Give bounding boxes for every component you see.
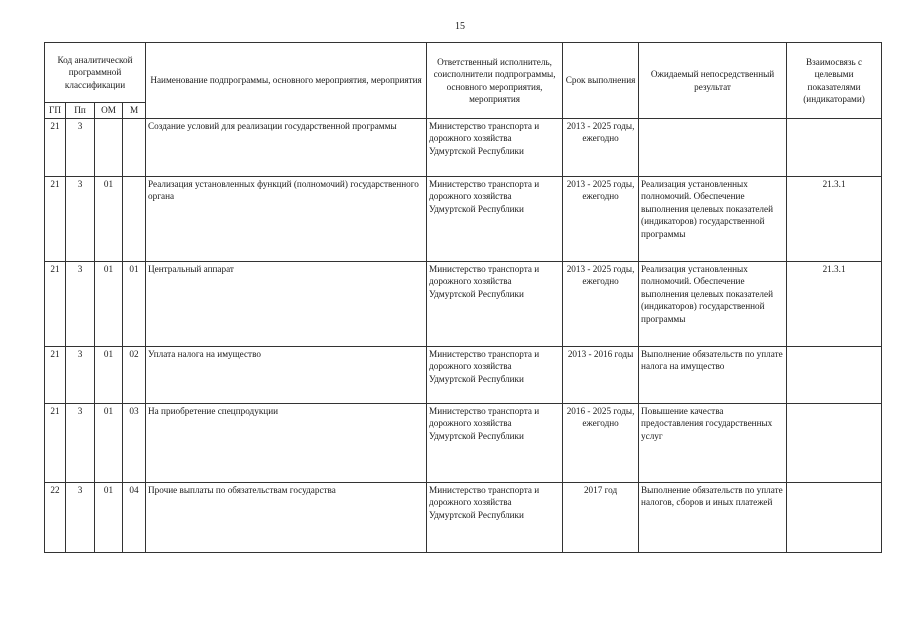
table-row bbox=[45, 177, 882, 262]
table-row bbox=[45, 483, 882, 553]
cell-om: 01 bbox=[95, 347, 123, 404]
cell-pp: 3 bbox=[66, 119, 95, 177]
cell-gp: 21 bbox=[45, 404, 66, 483]
cell-pp: 3 bbox=[66, 347, 95, 404]
cell-m: 01 bbox=[123, 262, 146, 347]
cell-term: 2013 - 2025 годы, ежегодно bbox=[563, 262, 639, 347]
cell-name: Уплата налога на имущество bbox=[146, 347, 427, 404]
cell-link bbox=[787, 404, 882, 483]
cell-responsible: Министерство транспорта и дорожного хозяйства Удмуртской Республики bbox=[427, 119, 563, 177]
cell-pp: 3 bbox=[66, 177, 95, 262]
header-name: Наименование подпрограммы, основного мероприятия, мероприятия bbox=[146, 43, 427, 119]
cell-pp: 3 bbox=[66, 404, 95, 483]
cell-name: Прочие выплаты по обязательствам государства bbox=[146, 483, 427, 553]
header-responsible: Ответственный исполнитель, соисполнители подпрограммы, основного мероприятия, мероприятия bbox=[427, 43, 563, 119]
cell-name: Центральный аппарат bbox=[146, 262, 427, 347]
cell-gp: 21 bbox=[45, 262, 66, 347]
header-m: М bbox=[123, 103, 146, 119]
program-table bbox=[44, 42, 882, 553]
cell-m: 02 bbox=[123, 347, 146, 404]
cell-gp: 22 bbox=[45, 483, 66, 553]
cell-responsible: Министерство транспорта и дорожного хозяйства Удмуртской Республики bbox=[427, 262, 563, 347]
cell-responsible: Министерство транспорта и дорожного хозяйства Удмуртской Республики bbox=[427, 177, 563, 262]
cell-term: 2013 - 2025 годы, ежегодно bbox=[563, 119, 639, 177]
cell-link: 21.3.1 bbox=[787, 262, 882, 347]
table-row bbox=[45, 119, 882, 177]
cell-responsible: Министерство транспорта и дорожного хозяйства Удмуртской Республики bbox=[427, 483, 563, 553]
cell-om: 01 bbox=[95, 404, 123, 483]
cell-result: Реализация установленных полномочий. Обеспечение выполнения целевых показателей (индикаторов) государственной программы bbox=[639, 177, 787, 262]
cell-link bbox=[787, 347, 882, 404]
cell-result bbox=[639, 119, 787, 177]
cell-name: На приобретение спецпродукции bbox=[146, 404, 427, 483]
cell-om: 01 bbox=[95, 262, 123, 347]
table-row bbox=[45, 404, 882, 483]
page-number: 15 bbox=[455, 21, 465, 32]
cell-link: 21.3.1 bbox=[787, 177, 882, 262]
header-code-group: Код аналитической программной классификации bbox=[45, 43, 146, 103]
cell-gp: 21 bbox=[45, 177, 66, 262]
cell-pp: 3 bbox=[66, 262, 95, 347]
cell-result: Реализация установленных полномочий. Обеспечение выполнения целевых показателей (индикаторов) государственной программы bbox=[639, 262, 787, 347]
cell-m: 04 bbox=[123, 483, 146, 553]
cell-pp: 3 bbox=[66, 483, 95, 553]
cell-om bbox=[95, 119, 123, 177]
header-term: Срок выполнения bbox=[563, 43, 639, 119]
cell-term: 2013 - 2025 годы, ежегодно bbox=[563, 177, 639, 262]
header-row bbox=[45, 43, 882, 103]
cell-responsible: Министерство транспорта и дорожного хозяйства Удмуртской Республики bbox=[427, 404, 563, 483]
cell-result: Повышение качества предоставления государственных услуг bbox=[639, 404, 787, 483]
header-om: ОМ bbox=[95, 103, 123, 119]
header-pp: Пп bbox=[66, 103, 95, 119]
cell-name: Создание условий для реализации государственной программы bbox=[146, 119, 427, 177]
cell-gp: 21 bbox=[45, 347, 66, 404]
cell-om: 01 bbox=[95, 177, 123, 262]
cell-m bbox=[123, 119, 146, 177]
cell-om: 01 bbox=[95, 483, 123, 553]
cell-term: 2017 год bbox=[563, 483, 639, 553]
table-row bbox=[45, 262, 882, 347]
cell-responsible: Министерство транспорта и дорожного хозяйства Удмуртской Республики bbox=[427, 347, 563, 404]
cell-gp: 21 bbox=[45, 119, 66, 177]
header-link: Взаимосвязь с целевыми показателями (индикаторами) bbox=[787, 43, 882, 119]
cell-term: 2013 - 2016 годы bbox=[563, 347, 639, 404]
cell-result: Выполнение обязательств по уплате налога на имущество bbox=[639, 347, 787, 404]
header-result: Ожидаемый непосредственный результат bbox=[639, 43, 787, 119]
header-gp: ГП bbox=[45, 103, 66, 119]
cell-m: 03 bbox=[123, 404, 146, 483]
table-row bbox=[45, 347, 882, 404]
cell-m bbox=[123, 177, 146, 262]
cell-term: 2016 - 2025 годы, ежегодно bbox=[563, 404, 639, 483]
cell-link bbox=[787, 119, 882, 177]
cell-link bbox=[787, 483, 882, 553]
cell-name: Реализация установленных функций (полномочий) государственного органа bbox=[146, 177, 427, 262]
cell-result: Выполнение обязательств по уплате налогов, сборов и иных платежей bbox=[639, 483, 787, 553]
